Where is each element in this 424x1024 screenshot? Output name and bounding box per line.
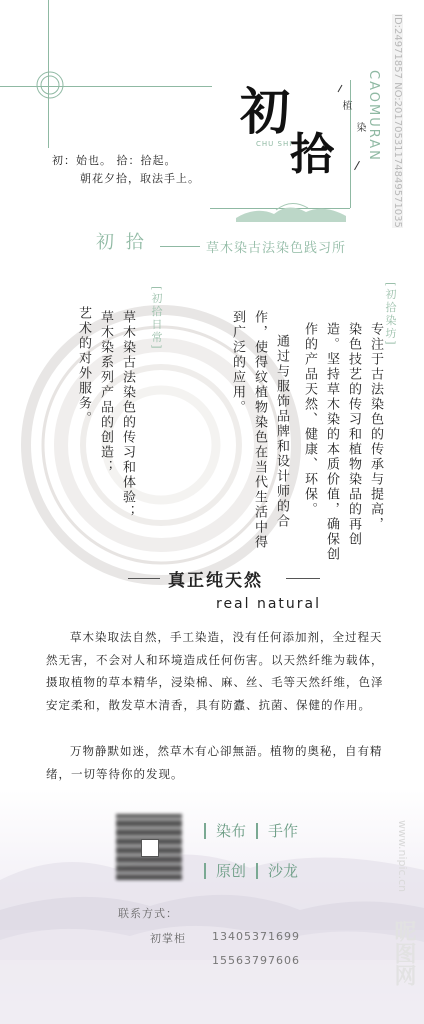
right-col-5: 通过与服饰品牌和设计师的合 bbox=[274, 334, 289, 529]
brand-vertical: CAOMURAN bbox=[366, 70, 381, 162]
subtitle-divider bbox=[160, 246, 200, 247]
service-salon[interactable]: 沙龙 bbox=[268, 862, 299, 880]
right-col-7: 到广泛的应用。 bbox=[230, 310, 245, 415]
title-char-2: 拾 bbox=[290, 129, 334, 180]
body-paragraph-1: 草木染取法自然，手工染造，没有任何添加剂，全过程天然无害，不会对人和环境造成任何伤害。以天然纤维为载体，摄取植物的草本精华，浸染棉、麻、丝、毛等天然纤维，色泽安定柔和，散发草木清香，具有防蠹、抗菌、保健的作用。 bbox=[46, 630, 384, 712]
contact-name: 初掌柜 bbox=[150, 932, 186, 945]
left-col-2: 草木染系列产品的创造； bbox=[98, 310, 113, 475]
contact-label: 联系方式： bbox=[118, 907, 178, 920]
service-bar bbox=[204, 823, 206, 839]
title-char-1: 初 bbox=[240, 82, 290, 141]
service-row-1 bbox=[204, 820, 298, 841]
right-col-3: 造。坚持草木染的本质价值，确保创 bbox=[324, 322, 339, 562]
left-col-3: 艺术的对外服务。 bbox=[76, 306, 91, 426]
right-col-4: 作的产品天然、健康、环保。 bbox=[302, 322, 317, 517]
title-slash-1 bbox=[338, 85, 343, 92]
section-title: 真正纯天然 bbox=[168, 571, 263, 591]
service-row-2 bbox=[204, 860, 298, 881]
service-bar bbox=[256, 863, 258, 879]
watermark-site: www.nipic.cn bbox=[396, 820, 409, 893]
pinyin-label: CHU SHI bbox=[256, 140, 293, 148]
right-col-1: 专注于古法染色的传承与提高， bbox=[368, 322, 383, 532]
contact-phone-1[interactable]: 13405371699 bbox=[212, 930, 300, 943]
left-col-1: 草木染古法染色的传习和体验； bbox=[120, 310, 135, 520]
service-bar bbox=[204, 863, 206, 879]
intro-line-1: 初：始也。 拾：拾起。 bbox=[52, 154, 177, 167]
circle-ornament-icon bbox=[33, 68, 67, 102]
service-original[interactable]: 原创 bbox=[216, 862, 247, 880]
brand-tagline: 草木染古法染色践习所 bbox=[206, 241, 347, 256]
section-subtitle-en: real natural bbox=[216, 596, 322, 612]
section-title-rule-right bbox=[286, 578, 320, 579]
service-handmade[interactable]: 手作 bbox=[268, 822, 299, 840]
tag-right: [初拾染坊] bbox=[384, 282, 397, 347]
title-side-1: 植 bbox=[340, 100, 351, 110]
qr-center-logo bbox=[141, 839, 159, 857]
contact-phone-2[interactable]: 15563797606 bbox=[212, 954, 300, 967]
top-rule bbox=[0, 86, 212, 87]
intro-line-2: 朝花夕拾，取法手上。 bbox=[80, 172, 200, 185]
title-side-2: 染 bbox=[354, 122, 365, 132]
section-title-rule-left bbox=[128, 578, 160, 579]
right-col-6: 作，使得纹植物染色在当代生活中得 bbox=[252, 310, 267, 550]
title-slash-2 bbox=[354, 161, 360, 170]
right-col-2: 染色技艺的传习和植物染品的再创 bbox=[346, 322, 361, 547]
service-dye[interactable]: 染布 bbox=[216, 822, 247, 840]
service-bar bbox=[256, 823, 258, 839]
brand-name: 初 拾 bbox=[96, 232, 147, 253]
body-paragraph-2: 万物静默如迷，然草木有心卻無語。植物的奥秘，自有精绪，一切等待你的发现。 bbox=[46, 744, 383, 781]
watermark-logo: 昵图网 bbox=[391, 920, 416, 986]
tag-left: [初拾日常] bbox=[150, 286, 163, 351]
mountain-icon bbox=[236, 196, 346, 222]
watermark-id: ID:24971857 NO:20170531174849571035 bbox=[392, 14, 403, 228]
